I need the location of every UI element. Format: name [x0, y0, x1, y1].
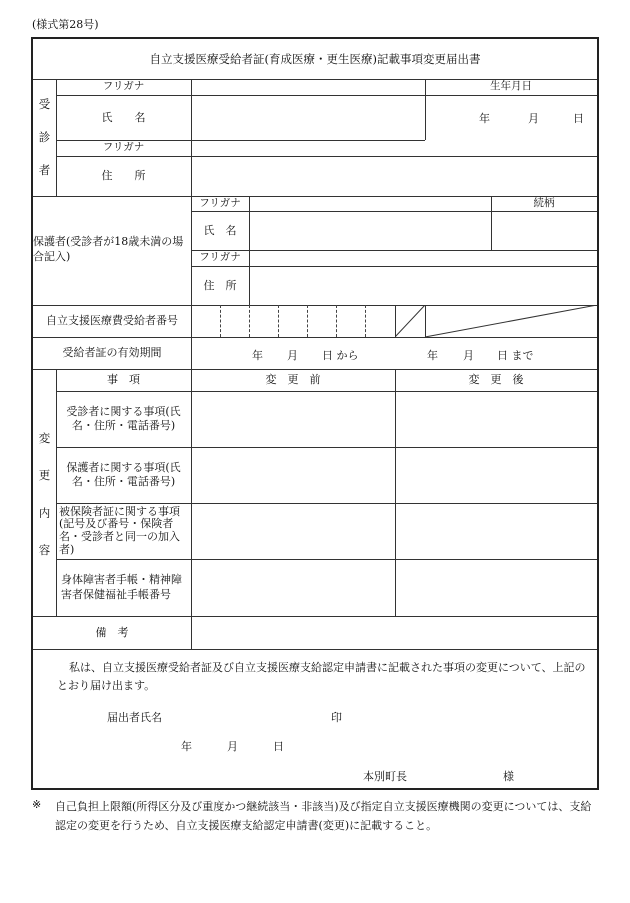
guardian-section-label: 保護者(受診者が18歳未満の場合記入)	[33, 234, 184, 263]
patient-section-label: 受 診 者	[38, 96, 51, 178]
validity-from-month: 月	[287, 349, 298, 362]
birth-month-label: 月	[528, 112, 539, 125]
form-number: (様式第28号)	[32, 18, 99, 31]
validity-to-year: 年	[427, 349, 438, 362]
row-handbook-info: 身体障害者手帳・精神障害者保健福祉手帳番号	[61, 572, 182, 601]
patient-after-field[interactable]	[396, 392, 596, 446]
guardian-name-field[interactable]	[250, 212, 490, 249]
form-title: 自立支援医療受給者証(育成医療・更生医療)記載事項変更届出書	[149, 52, 481, 67]
handbook-after-field[interactable]	[396, 560, 596, 615]
handbook-before-field[interactable]	[192, 560, 394, 615]
guardian-address-label: 住 所	[203, 278, 237, 292]
date-month: 月	[227, 740, 238, 753]
birth-day-label: 日	[573, 112, 584, 125]
insurance-before-field[interactable]	[192, 504, 394, 558]
validity-to-month: 月	[463, 349, 474, 362]
row-guardian-info: 保護者に関する事項(氏名・住所・電話番号)	[66, 461, 181, 488]
footnote-text: 自己負担上限額(所得区分及び重度かつ継続該当・非該当)及び指定自立支援医療機関の変更については、支給認定の変更を行うため、自立支援医療支給認定申請書(変更)に記載すること。	[55, 800, 592, 832]
patient-before-field[interactable]	[192, 392, 394, 446]
validity-to-day: 日 まで	[497, 349, 534, 362]
date-day: 日	[273, 740, 284, 753]
change-notification-form	[31, 37, 599, 790]
patient-address-furigana-label: フリガナ	[102, 141, 145, 154]
guardian-before-field[interactable]	[192, 448, 394, 502]
patient-address-field[interactable]	[192, 157, 596, 195]
column-after: 変 更 後	[468, 373, 524, 387]
patient-address-label: 住 所	[101, 169, 146, 183]
diagonal-strike	[395, 305, 597, 337]
guardian-address-field[interactable]	[250, 267, 596, 304]
birthdate-header: 生年月日	[490, 80, 532, 93]
declaration-text: 私は、自立支援医療受給者証及び自立支援医療支給認定申請書に記載された事項の変更について、上記のとおり届け出ます。	[57, 661, 586, 692]
validity-period-label: 受給者証の有効期間	[62, 346, 162, 360]
patient-name-field[interactable]	[192, 96, 424, 139]
remarks-label: 備 考	[95, 625, 129, 639]
sama-label: 様	[503, 770, 514, 783]
guardian-furigana-label: フリガナ	[199, 196, 241, 209]
patient-furigana-label: フリガナ	[102, 80, 145, 93]
changes-section-label: 変 更 内 容	[38, 430, 51, 558]
guardian-after-field[interactable]	[396, 448, 596, 502]
recipient-number-label: 自立支援医療費受給者番号	[46, 314, 178, 328]
relationship-header: 続柄	[533, 196, 555, 209]
relationship-field[interactable]	[492, 212, 596, 249]
column-item: 事 項	[107, 373, 140, 387]
note-mark: ※	[32, 798, 42, 811]
birth-year-label: 年	[479, 112, 490, 125]
row-insurance-info: 被保険者証に関する事項(記号及び番号・保険者名・受診者と同一の加入者)	[59, 504, 180, 556]
row-patient-info: 受診者に関する事項(氏名・住所・電話番号)	[66, 405, 181, 432]
recipient-number-field[interactable]	[192, 306, 394, 336]
date-year: 年	[181, 740, 192, 753]
guardian-name-label: 氏 名	[203, 223, 237, 237]
validity-from-year: 年	[252, 349, 263, 362]
insurance-after-field[interactable]	[396, 504, 596, 558]
guardian-address-furigana-label: フリガナ	[199, 251, 241, 264]
mayor-label: 本別町長	[363, 770, 407, 783]
applicant-name-label: 届出者氏名	[107, 711, 162, 724]
validity-from-day: 日 から	[322, 349, 359, 362]
patient-name-label: 氏 名	[101, 110, 146, 124]
column-before: 変 更 前	[265, 373, 321, 387]
remarks-field[interactable]	[192, 617, 596, 648]
seal-mark: 印	[331, 711, 342, 724]
